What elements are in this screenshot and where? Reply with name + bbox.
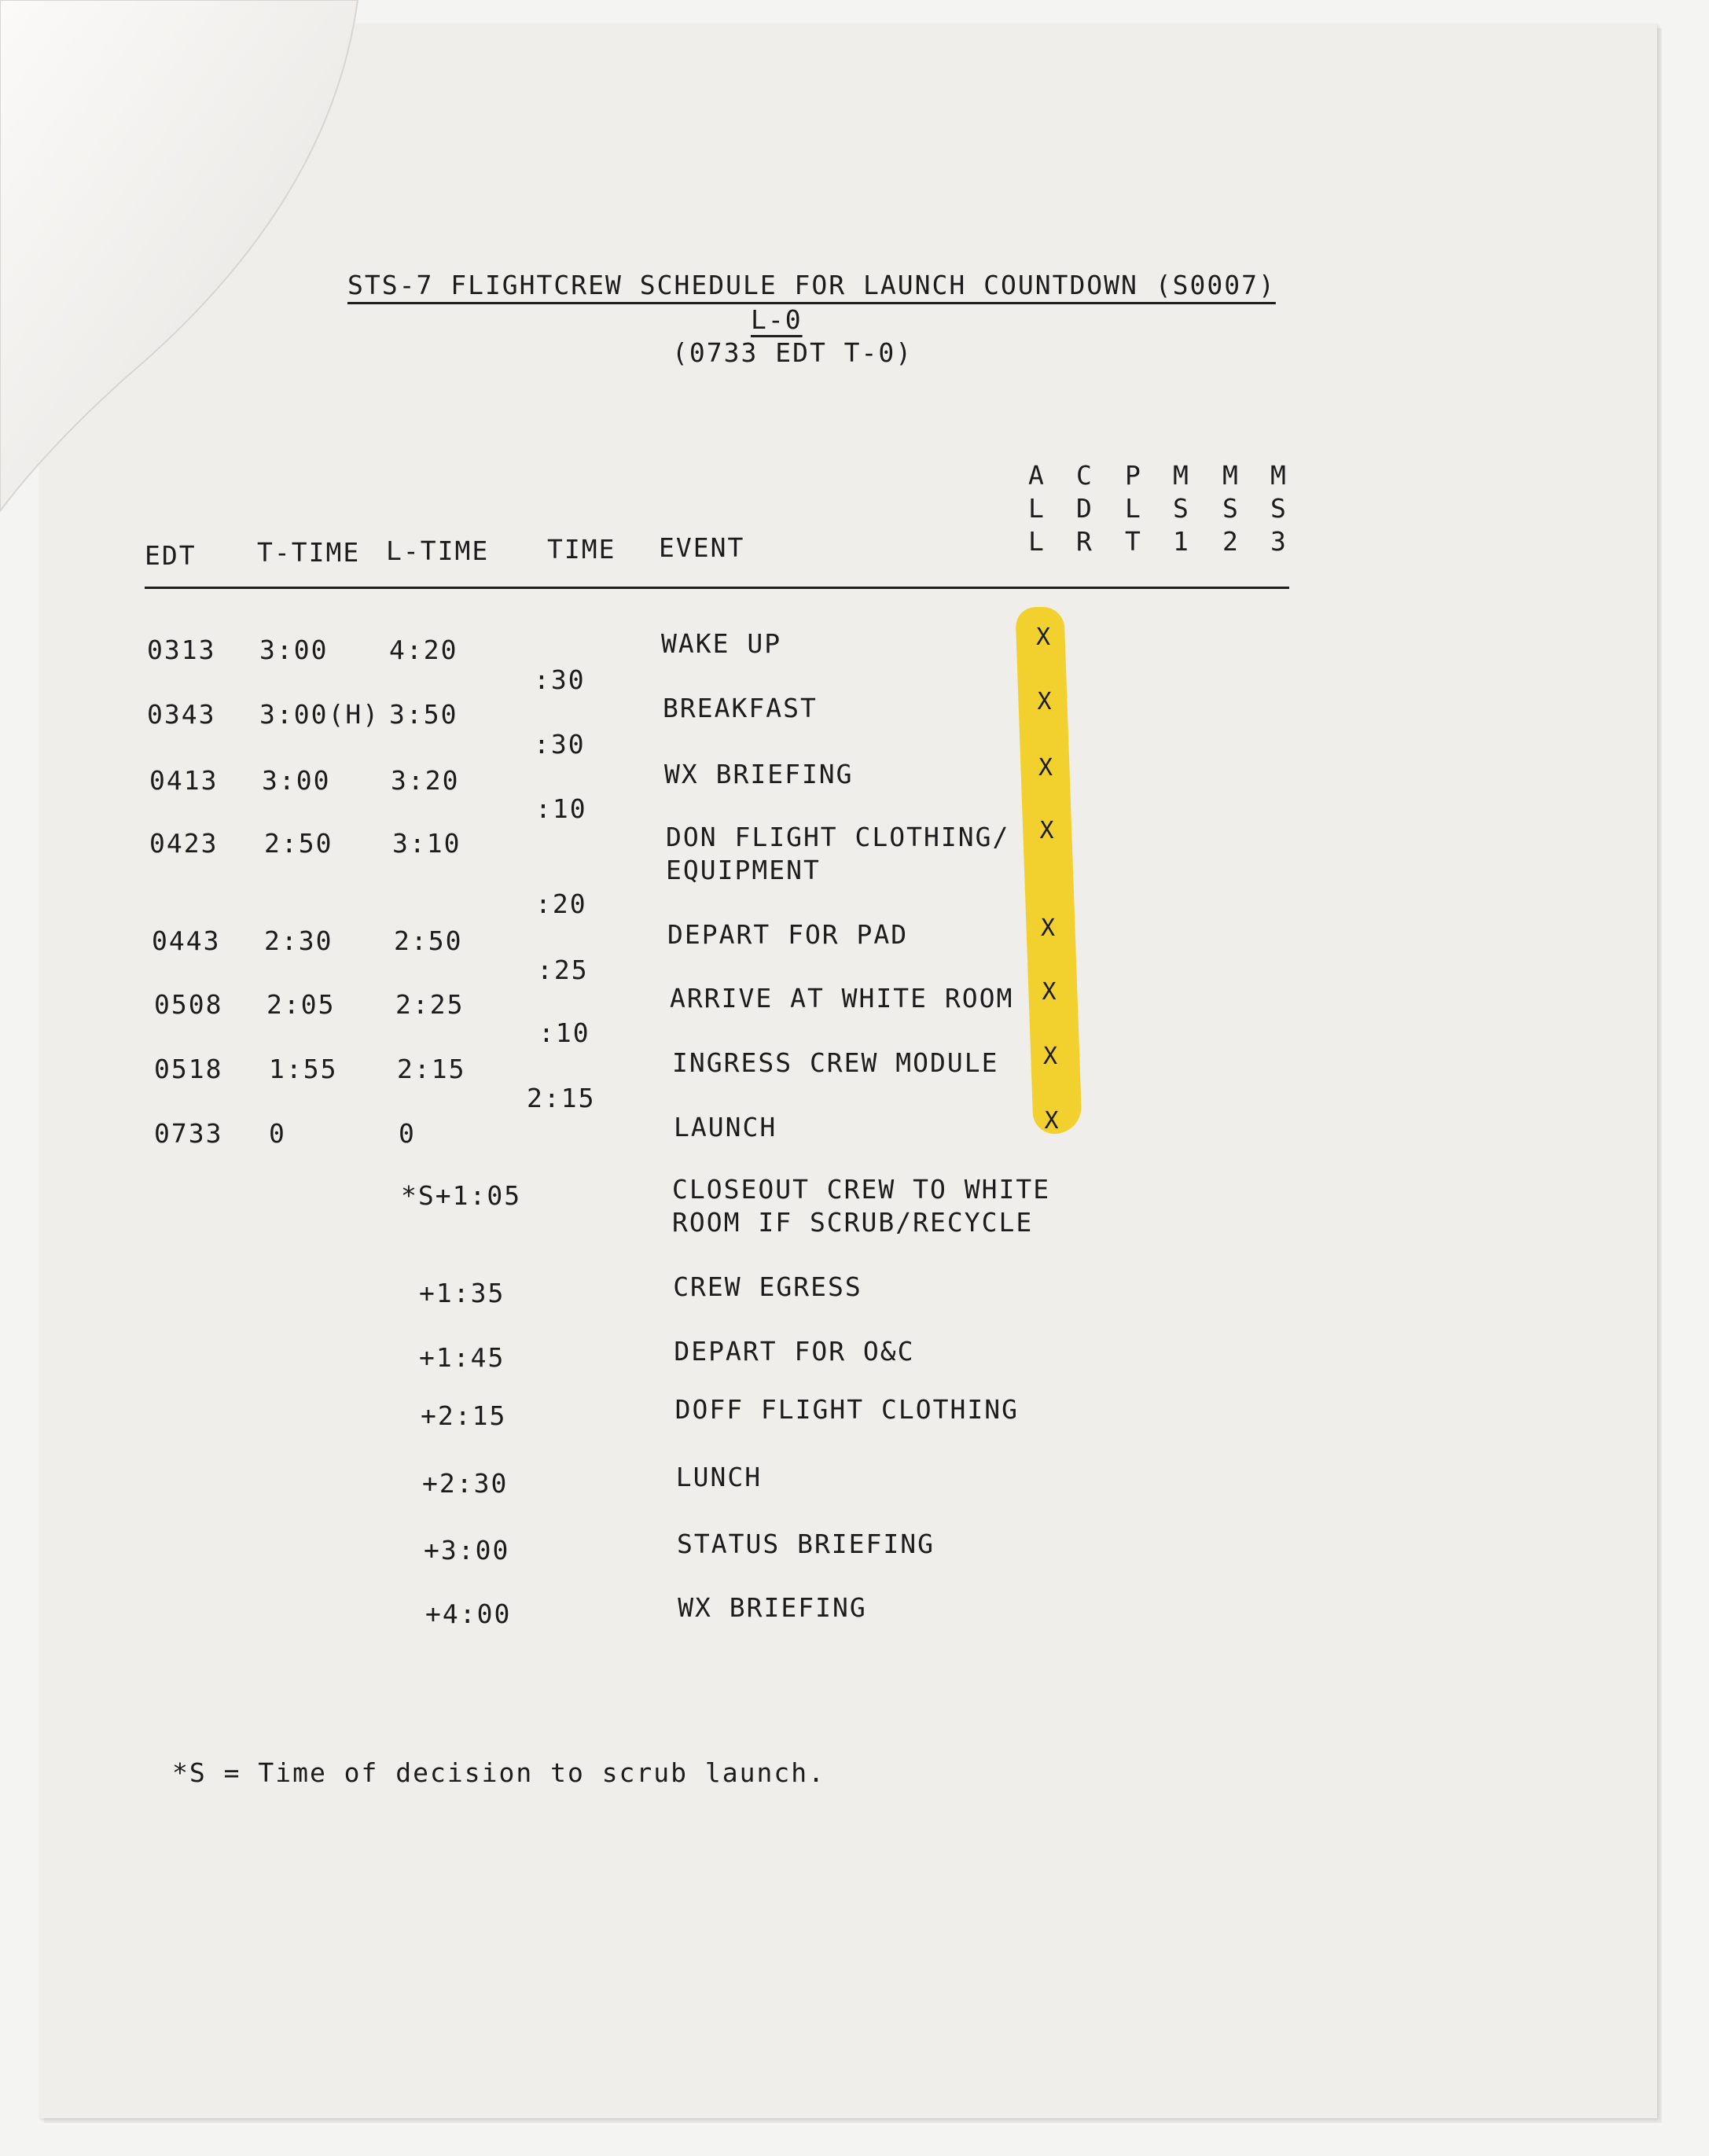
row-edt: 0423 xyxy=(149,828,219,859)
scrub-event: ROOM IF SCRUB/RECYCLE xyxy=(672,1207,1034,1238)
scrub-l-time: *S+1:05 xyxy=(401,1180,522,1211)
scrub-l-time: +1:45 xyxy=(419,1342,505,1373)
row-event: EQUIPMENT xyxy=(666,855,821,885)
scrub-l-time: +1:35 xyxy=(419,1278,505,1308)
header-rule xyxy=(145,587,1289,589)
row-interval: :25 xyxy=(537,955,589,985)
document-reference: (0733 EDT T-0) xyxy=(672,337,913,368)
row-edt: 0518 xyxy=(154,1054,223,1084)
crew-header-letter: S xyxy=(1222,493,1240,524)
col-header-time: TIME xyxy=(547,534,616,565)
row-t-time: 2:50 xyxy=(264,828,333,859)
crew-header-letter: S xyxy=(1270,493,1288,524)
row-t-time: 2:05 xyxy=(266,989,336,1020)
crew-all-mark: X xyxy=(1039,817,1056,844)
row-l-time: 2:50 xyxy=(394,925,463,956)
row-interval: :30 xyxy=(534,729,586,760)
crew-header-letter: L xyxy=(1028,493,1046,524)
scrub-event: WX BRIEFING xyxy=(678,1592,867,1623)
scrub-event: DOFF FLIGHT CLOTHING xyxy=(674,1394,1019,1425)
crew-header-letter: 2 xyxy=(1222,526,1240,557)
crew-header-letter: M xyxy=(1222,460,1240,491)
row-event: WAKE UP xyxy=(661,628,782,659)
crew-header-letter: L xyxy=(1125,493,1142,524)
row-t-time: 3:00 xyxy=(262,765,331,796)
row-l-time: 0 xyxy=(399,1118,416,1149)
crew-header-letter: S xyxy=(1173,493,1190,524)
row-edt: 0508 xyxy=(154,989,223,1020)
crew-all-mark: X xyxy=(1036,624,1053,651)
row-t-time: 3:00 xyxy=(259,635,329,665)
row-event: ARRIVE AT WHITE ROOM xyxy=(670,983,1014,1014)
crew-header-letter: C xyxy=(1076,460,1093,491)
row-edt: 0313 xyxy=(147,635,216,665)
row-interval: 2:15 xyxy=(527,1083,596,1113)
crew-header-letter: T xyxy=(1125,526,1142,557)
row-l-time: 3:10 xyxy=(392,828,461,859)
row-l-time: 4:20 xyxy=(389,635,458,665)
row-l-time: 3:50 xyxy=(389,699,458,730)
crew-all-mark: X xyxy=(1042,978,1058,1006)
curled-page-corner xyxy=(0,0,369,571)
scrub-event: LUNCH xyxy=(675,1462,763,1492)
crew-all-mark: X xyxy=(1037,688,1053,716)
row-interval: :10 xyxy=(535,793,587,824)
row-edt: 0443 xyxy=(152,925,221,956)
scrub-event: CREW EGRESS xyxy=(673,1271,862,1302)
document-title: STS-7 FLIGHTCREW SCHEDULE FOR LAUNCH COUNTDOWN (S0007) xyxy=(347,270,1276,300)
row-edt: 0343 xyxy=(147,699,216,730)
row-interval: :30 xyxy=(534,664,586,695)
scrub-event: DEPART FOR O&C xyxy=(674,1336,915,1367)
scrub-event: STATUS BRIEFING xyxy=(677,1529,935,1559)
crew-header-letter: M xyxy=(1173,460,1190,491)
scrub-l-time: +2:30 xyxy=(422,1468,509,1499)
row-event: BREAKFAST xyxy=(663,693,818,723)
scrub-l-time: +4:00 xyxy=(425,1599,512,1629)
row-event: DEPART FOR PAD xyxy=(667,919,909,950)
crew-header-letter: 3 xyxy=(1270,526,1288,557)
crew-header-letter: D xyxy=(1076,493,1093,524)
scrub-event: CLOSEOUT CREW TO WHITE xyxy=(672,1174,1051,1205)
row-edt: 0733 xyxy=(154,1118,223,1149)
row-t-time: 3:00(H) xyxy=(259,699,380,730)
row-event: LAUNCH xyxy=(674,1112,777,1142)
row-t-time: 0 xyxy=(269,1118,286,1149)
crew-header-letter: R xyxy=(1076,526,1093,557)
footnote: *S = Time of decision to scrub launch. xyxy=(172,1757,825,1788)
row-interval: :10 xyxy=(538,1017,590,1048)
scrub-l-time: +3:00 xyxy=(424,1535,510,1565)
row-t-time: 2:30 xyxy=(264,925,333,956)
crew-all-mark: X xyxy=(1038,754,1055,782)
crew-header-letter: P xyxy=(1125,460,1142,491)
row-l-time: 2:15 xyxy=(397,1054,466,1084)
row-edt: 0413 xyxy=(149,765,219,796)
row-l-time: 2:25 xyxy=(395,989,465,1020)
crew-header-letter: A xyxy=(1028,460,1046,491)
row-t-time: 1:55 xyxy=(269,1054,338,1084)
row-l-time: 3:20 xyxy=(391,765,460,796)
crew-header-letter: 1 xyxy=(1173,526,1190,557)
row-event: DON FLIGHT CLOTHING/ xyxy=(666,822,1010,852)
crew-all-mark: X xyxy=(1044,1107,1060,1135)
row-interval: :20 xyxy=(535,889,587,919)
crew-all-mark: X xyxy=(1043,1043,1060,1070)
crew-header-letter: M xyxy=(1270,460,1288,491)
col-header-t-time: T-TIME xyxy=(257,537,361,568)
document-subtitle: L-0 xyxy=(751,304,803,335)
row-event: INGRESS CREW MODULE xyxy=(672,1047,999,1078)
scrub-l-time: +2:15 xyxy=(421,1400,507,1431)
col-header-l-time: L-TIME xyxy=(386,535,490,566)
crew-all-mark: X xyxy=(1041,914,1057,942)
row-event: WX BRIEFING xyxy=(664,759,854,789)
crew-header-letter: L xyxy=(1028,526,1046,557)
col-header-event: EVENT xyxy=(659,532,745,563)
col-header-edt: EDT xyxy=(145,540,197,571)
